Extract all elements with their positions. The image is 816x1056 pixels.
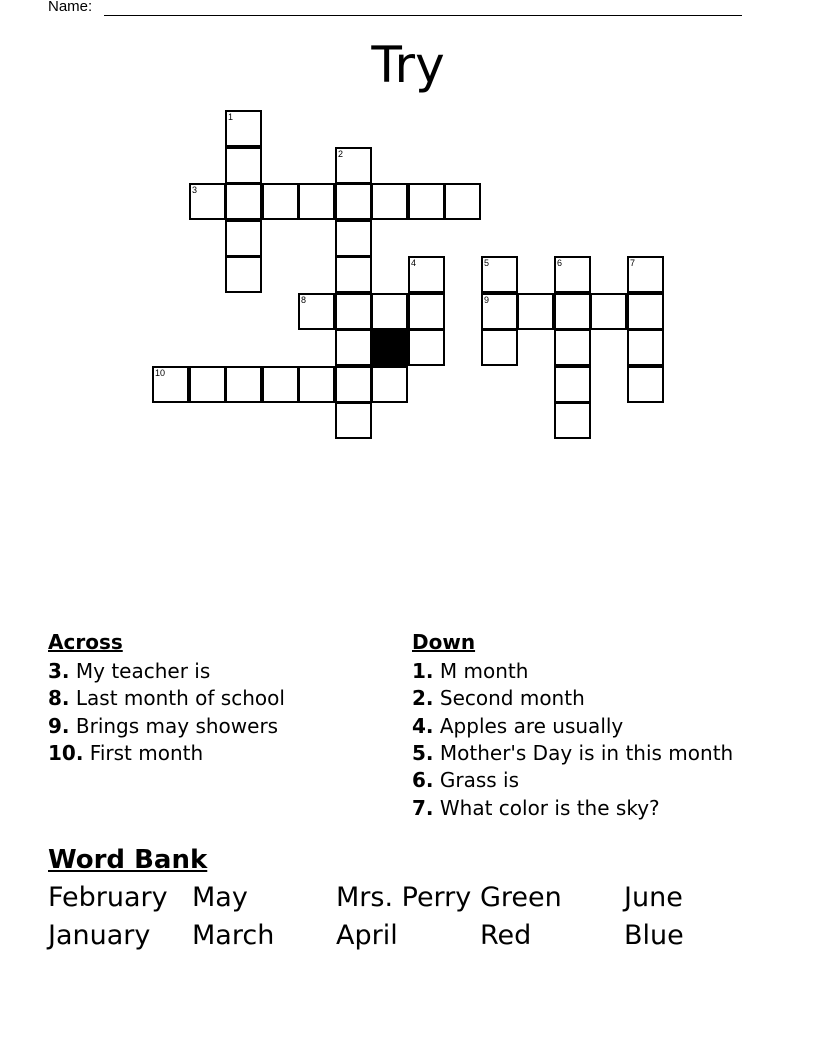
word-bank-word: Mrs. Perry bbox=[336, 882, 472, 913]
across-clue bbox=[48, 686, 285, 710]
clue-number-label: 10. bbox=[48, 740, 84, 765]
grid-cell[interactable] bbox=[517, 293, 554, 330]
grid-cell[interactable] bbox=[335, 183, 372, 220]
clue-number: 1 bbox=[228, 112, 234, 122]
grid-cell[interactable] bbox=[335, 293, 372, 330]
grid-cell[interactable] bbox=[481, 329, 518, 366]
clue-text: Second month bbox=[433, 686, 585, 711]
down-clue bbox=[412, 796, 660, 820]
grid-cell[interactable] bbox=[189, 366, 226, 403]
clue-number: 4 bbox=[411, 258, 417, 268]
grid-cell[interactable] bbox=[225, 147, 262, 184]
grid-cell[interactable] bbox=[408, 293, 445, 330]
down-clue bbox=[412, 686, 585, 710]
word-bank-word: February bbox=[48, 882, 168, 913]
grid-cell[interactable] bbox=[371, 183, 408, 220]
clue-number-label: 3. bbox=[48, 659, 70, 683]
grid-cell[interactable] bbox=[225, 183, 262, 220]
clue-number-label: 1. bbox=[412, 659, 434, 683]
grid-cell[interactable] bbox=[408, 256, 445, 293]
clue-number: 6 bbox=[557, 258, 563, 268]
crossword-grid bbox=[0, 0, 816, 460]
grid-cell[interactable] bbox=[627, 366, 664, 403]
clue-text: Mother's Day is in this month bbox=[433, 740, 734, 765]
grid-cell[interactable] bbox=[152, 366, 189, 403]
down-heading: Down bbox=[412, 630, 476, 654]
grid-cell[interactable] bbox=[590, 293, 627, 330]
grid-cell[interactable] bbox=[371, 366, 408, 403]
clue-text: Brings may showers bbox=[69, 713, 279, 738]
clue-text: First month bbox=[83, 740, 204, 765]
clue-number-label: 9. bbox=[48, 713, 70, 738]
clue-number: 7 bbox=[630, 258, 636, 268]
clue-number: 3 bbox=[192, 185, 198, 195]
grid-cell[interactable] bbox=[298, 293, 335, 330]
black-cell bbox=[371, 329, 408, 366]
word-bank-word: June bbox=[624, 882, 683, 913]
grid-cell[interactable] bbox=[225, 256, 262, 293]
grid-cell[interactable] bbox=[262, 366, 299, 403]
clue-number-label: 5. bbox=[412, 740, 434, 765]
clue-number-label: 4. bbox=[412, 713, 434, 738]
grid-cell[interactable] bbox=[371, 293, 408, 330]
clue-number-label: 8. bbox=[48, 686, 70, 711]
grid-cell[interactable] bbox=[481, 256, 518, 293]
word-bank-word: March bbox=[192, 920, 275, 951]
down-clue bbox=[412, 768, 519, 792]
clue-number: 9 bbox=[484, 295, 490, 305]
name-label: Name: bbox=[48, 0, 93, 15]
across-clue bbox=[48, 659, 210, 683]
down-clue bbox=[412, 741, 733, 765]
grid-cell[interactable] bbox=[627, 329, 664, 366]
grid-cell[interactable] bbox=[554, 402, 591, 439]
clue-text: M month bbox=[433, 659, 529, 683]
grid-cell[interactable] bbox=[408, 183, 445, 220]
word-bank-word: Red bbox=[480, 920, 532, 951]
page-title: Try bbox=[371, 36, 445, 94]
grid-cell[interactable] bbox=[335, 329, 372, 366]
word-bank-word: January bbox=[48, 920, 151, 951]
clue-text: Grass is bbox=[433, 768, 520, 793]
word-bank-word: May bbox=[192, 882, 248, 913]
clue-number: 5 bbox=[484, 258, 490, 268]
down-clue bbox=[412, 659, 528, 683]
clue-number-label: 2. bbox=[412, 686, 434, 711]
grid-cell[interactable] bbox=[298, 183, 335, 220]
grid-cell[interactable] bbox=[335, 147, 372, 184]
across-clue bbox=[48, 714, 278, 738]
grid-cell[interactable] bbox=[335, 256, 372, 293]
clue-text: What color is the sky? bbox=[433, 795, 660, 820]
grid-cell[interactable] bbox=[481, 293, 518, 330]
word-bank-word: Green bbox=[480, 882, 562, 913]
grid-cell[interactable] bbox=[298, 366, 335, 403]
clue-text: Last month of school bbox=[69, 686, 285, 711]
grid-cell[interactable] bbox=[335, 220, 372, 257]
word-bank-title: Word Bank bbox=[48, 845, 208, 875]
grid-cell[interactable] bbox=[554, 256, 591, 293]
down-clue bbox=[412, 714, 623, 738]
across-clue bbox=[48, 741, 203, 765]
grid-cell[interactable] bbox=[225, 110, 262, 147]
grid-cell[interactable] bbox=[335, 402, 372, 439]
grid-cell[interactable] bbox=[335, 366, 372, 403]
across-heading: Across bbox=[48, 630, 123, 654]
clue-number-label: 6. bbox=[412, 768, 434, 793]
grid-cell[interactable] bbox=[262, 183, 299, 220]
grid-cell[interactable] bbox=[554, 329, 591, 366]
grid-cell[interactable] bbox=[627, 293, 664, 330]
grid-cell[interactable] bbox=[554, 293, 591, 330]
grid-cell[interactable] bbox=[408, 329, 445, 366]
clue-number: 2 bbox=[338, 149, 344, 159]
grid-cell[interactable] bbox=[189, 183, 226, 220]
grid-cell[interactable] bbox=[225, 366, 262, 403]
clue-number: 8 bbox=[301, 295, 307, 305]
grid-cell[interactable] bbox=[444, 183, 481, 220]
clue-text: Apples are usually bbox=[433, 713, 624, 738]
grid-cell[interactable] bbox=[225, 220, 262, 257]
grid-cell[interactable] bbox=[627, 256, 664, 293]
clue-text: My teacher is bbox=[69, 659, 211, 683]
word-bank-word: Blue bbox=[624, 920, 684, 951]
grid-cell[interactable] bbox=[554, 366, 591, 403]
clue-number-label: 7. bbox=[412, 795, 434, 820]
word-bank-word: April bbox=[336, 920, 398, 951]
clue-number: 10 bbox=[155, 368, 166, 378]
